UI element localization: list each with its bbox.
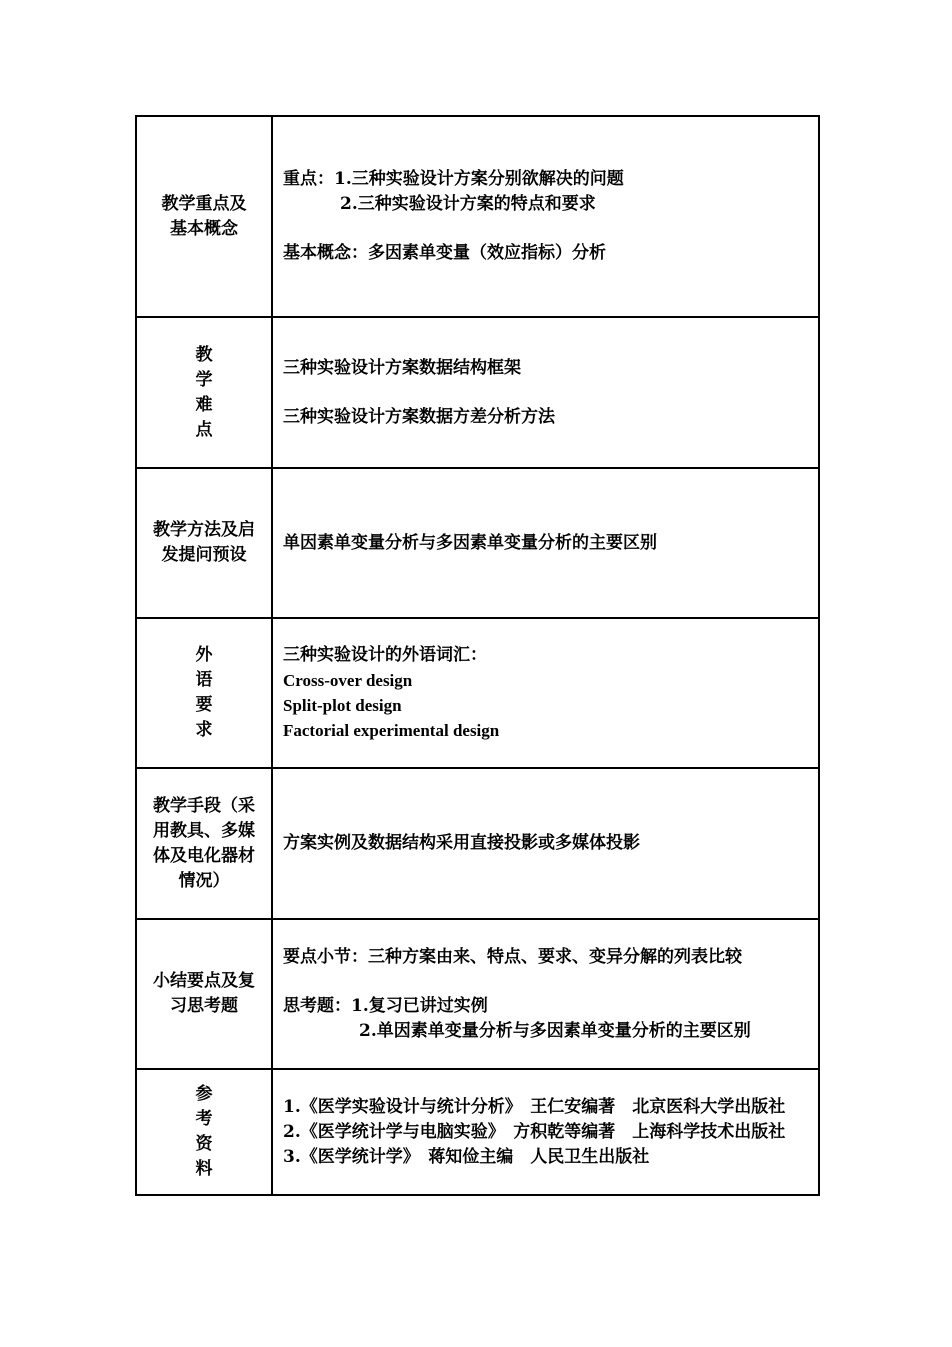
label-methods <box>136 468 272 618</box>
row-foreign-language <box>136 618 819 768</box>
label-line: 难 <box>195 394 213 415</box>
reference-item: 1.《医学实验设计与统计分析》 王仁安编著 北京医科大学出版社 <box>283 1096 786 1117</box>
label-difficulties <box>136 317 272 468</box>
label-line: 外 <box>195 645 213 665</box>
row-key-points <box>136 116 819 317</box>
row-summary <box>136 919 819 1069</box>
content-teaching-means <box>272 768 819 919</box>
focus-point-1: 重点：1.三种实验设计方案分别欲解决的问题 <box>283 169 624 189</box>
label-line: 发提问预设 <box>161 545 247 565</box>
lesson-plan-table <box>135 115 820 1196</box>
content-references <box>272 1069 819 1195</box>
label-line: 习思考题 <box>170 996 238 1016</box>
row-difficulties <box>136 317 819 468</box>
review-question-2: 2.单因素单变量分析与多因素单变量分析的主要区别 <box>359 1020 751 1041</box>
label-line: 教学重点及 <box>161 193 247 214</box>
label-teaching-means <box>136 768 272 919</box>
focus-point-2: 2.三种实验设计方案的特点和要求 <box>340 194 596 214</box>
label-line: 教学方法及启 <box>153 520 255 540</box>
label-line: 学 <box>195 369 213 390</box>
label-line: 情况） <box>178 870 230 891</box>
label-line: 参 <box>195 1084 213 1104</box>
label-line: 教 <box>195 344 213 365</box>
label-line: 考 <box>195 1109 213 1129</box>
row-teaching-means <box>136 768 819 919</box>
label-foreign-language <box>136 618 272 768</box>
reference-item: 2.《医学统计学与电脑实验》 方积乾等编著 上海科学技术出版社 <box>283 1121 786 1142</box>
vocab-term: Split-plot design <box>283 696 402 715</box>
content-key-points <box>272 116 819 317</box>
spacer <box>283 381 812 405</box>
difficulty-2: 三种实验设计方案数据方差分析方法 <box>283 406 555 427</box>
label-line: 要 <box>195 695 213 715</box>
label-summary <box>136 919 272 1069</box>
label-line: 点 <box>195 419 213 440</box>
method-1: 单因素单变量分析与多因素单变量分析的主要区别 <box>283 532 657 553</box>
label-line: 用教具、多媒 <box>153 820 255 841</box>
label-line: 资 <box>195 1134 213 1154</box>
vocab-term: Cross-over design <box>283 671 413 690</box>
row-references <box>136 1069 819 1195</box>
label-line: 基本概念 <box>170 218 238 239</box>
content-difficulties <box>272 317 819 468</box>
vocab-intro: 三种实验设计的外语词汇： <box>283 645 487 665</box>
label-line: 小结要点及复 <box>153 971 255 991</box>
spacer <box>283 217 812 241</box>
basic-concept: 基本概念：多因素单变量（效应指标）分析 <box>283 243 606 263</box>
label-references <box>136 1069 272 1195</box>
label-line: 求 <box>195 720 213 740</box>
label-line: 语 <box>195 670 213 690</box>
review-question-1: 思考题：1.复习已讲过实例 <box>283 995 488 1016</box>
spacer <box>283 970 812 994</box>
vocab-term: Factorial experimental design <box>283 721 500 740</box>
label-line: 教学手段（采 <box>153 795 255 816</box>
teaching-means-1: 方案实例及数据结构采用直接投影或多媒体投影 <box>283 833 640 853</box>
reference-item: 3.《医学统计学》 蒋知俭主编 人民卫生出版社 <box>283 1146 650 1167</box>
content-methods <box>272 468 819 618</box>
summary-points: 要点小节：三种方案由来、特点、要求、变异分解的列表比较 <box>283 946 742 967</box>
label-key-points <box>136 116 272 317</box>
content-foreign-language <box>272 618 819 768</box>
content-summary <box>272 919 819 1069</box>
difficulty-1: 三种实验设计方案数据结构框架 <box>283 357 521 378</box>
row-methods <box>136 468 819 618</box>
label-line: 体及电化器材 <box>153 845 255 866</box>
label-line: 料 <box>195 1159 213 1179</box>
